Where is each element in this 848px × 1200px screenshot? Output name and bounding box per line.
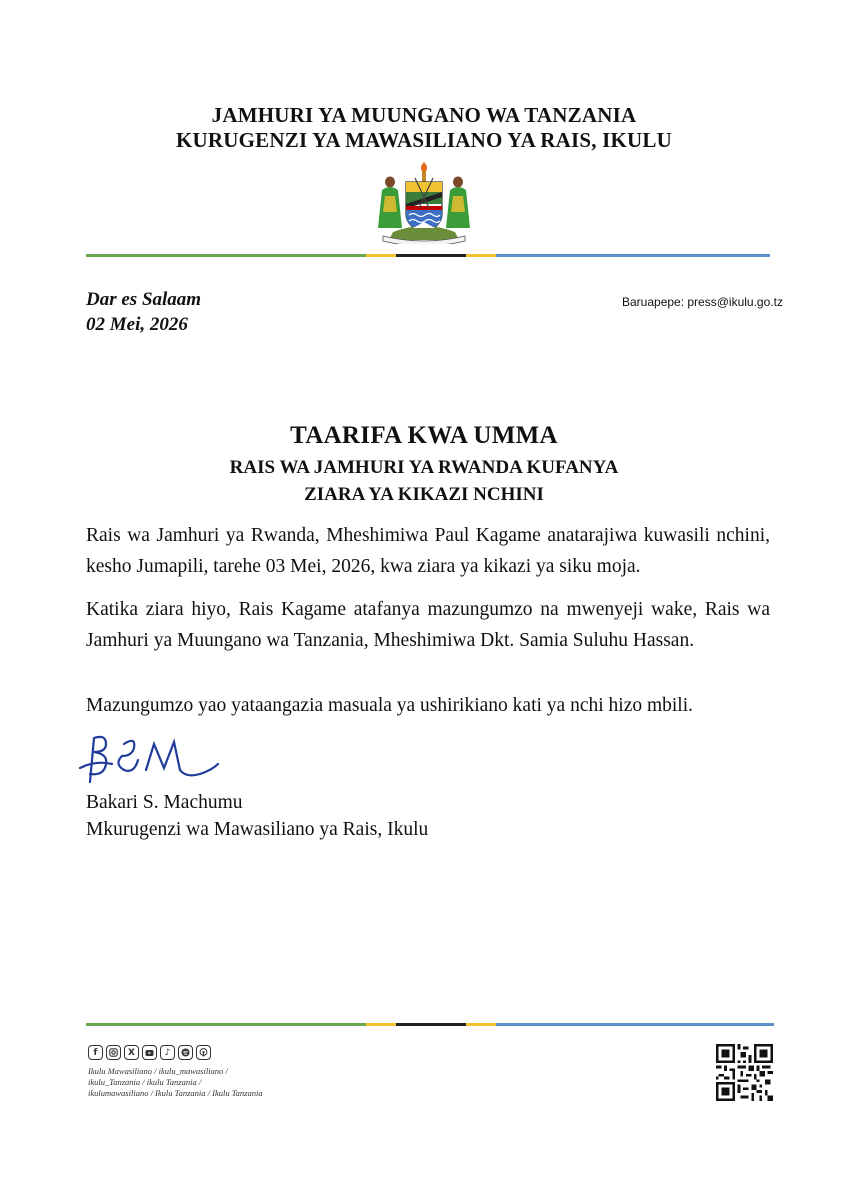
statement-subtitle-line-1: RAIS WA JAMHURI YA RWANDA KUFANYA xyxy=(229,457,619,478)
facebook-icon[interactable]: f xyxy=(88,1045,103,1060)
spotify-icon[interactable] xyxy=(178,1045,193,1060)
top-color-stripe xyxy=(86,254,770,257)
x-icon[interactable]: X xyxy=(124,1045,139,1060)
email-address: Baruapepe: press@ikulu.go.tz xyxy=(622,295,783,309)
handwritten-signature xyxy=(76,730,226,788)
statement-title: TAARIFA KWA UMMA xyxy=(290,422,558,449)
instagram-icon[interactable] xyxy=(106,1045,121,1060)
handles-line-3: ikulumawasiliano / Ikulu Tanzania / Ikulu Tanzania xyxy=(88,1088,263,1098)
signatory-name: Bakari S. Machumu xyxy=(86,792,243,813)
paragraph-3: Mazungumzo yao yataangazia masuala ya ushirikiano kati ya nchi hizo mbili. xyxy=(86,695,694,716)
qr-code[interactable] xyxy=(716,1044,773,1101)
statement-subtitle-line-2: ZIARA YA KIKAZI NCHINI xyxy=(304,484,544,505)
bottom-color-stripe xyxy=(86,1023,774,1026)
header-line-2: KURUGENZI YA MAWASILIANO YA RAIS, IKULU xyxy=(176,128,672,152)
coat-of-arms-emblem xyxy=(373,162,475,244)
paragraph-2: Katika ziara hiyo, Rais Kagame atafanya mazungumzo na mwenyeji wake, Rais wa Jamhuri ya Muungano wa Tanzania, Mheshimiwa Dkt. Samia Suluhu Hassan. xyxy=(86,599,770,651)
social-handles xyxy=(88,1066,308,1099)
header-line-1: JAMHURI YA MUUNGANO WA TANZANIA xyxy=(211,103,637,127)
podcast-icon[interactable] xyxy=(196,1045,211,1060)
social-icons-row xyxy=(88,1045,211,1060)
tiktok-icon[interactable]: ♪ xyxy=(160,1045,175,1060)
paragraph-1: Rais wa Jamhuri ya Rwanda, Mheshimiwa Paul Kagame anatarajiwa kuwasili nchini, kesho Jumapili, tarehe 03 Mei, 2026, kwa ziara ya kikazi ya siku moja. xyxy=(86,525,770,577)
youtube-icon[interactable] xyxy=(142,1045,157,1060)
date: 02 Mei, 2026 xyxy=(86,314,188,335)
handles-line-1: Ikulu Mawasiliano / ikulu_mawasiliano / xyxy=(88,1066,228,1076)
location: Dar es Salaam xyxy=(86,289,202,310)
signatory-position: Mkurugenzi wa Mawasiliano ya Rais, Ikulu xyxy=(86,819,429,840)
handles-line-2: ikulu_Tanzania / ikulu Tanzania / xyxy=(88,1077,202,1087)
